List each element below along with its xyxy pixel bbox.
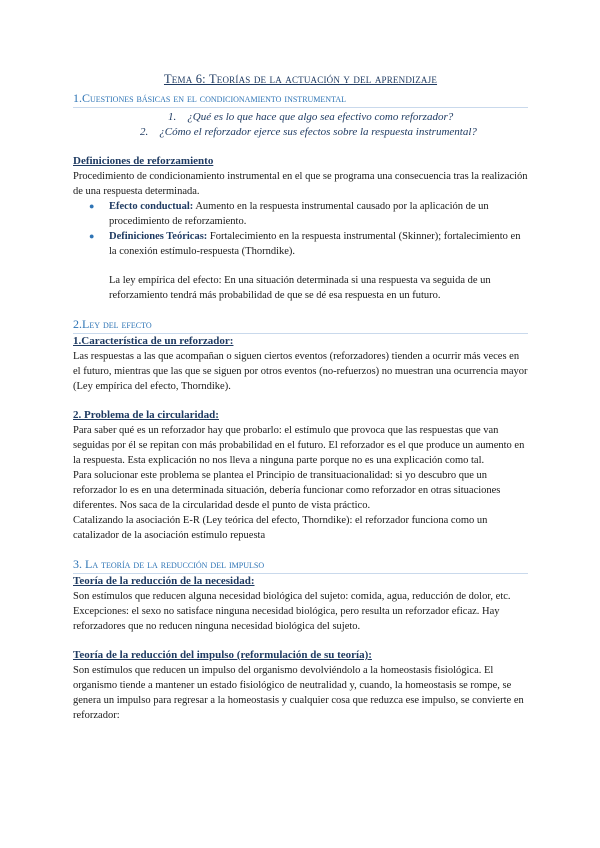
circularity-text-3: Catalizando la asociación E-R (Ley teórica del efecto, Thorndike): el reforzador funciona como un catalizador de la asociación estímulo repuesta [73, 515, 488, 541]
subheading-need-reduction: Teoría de la reducción de la necesidad: [73, 575, 255, 587]
question-1-text: ¿Qué es lo que hace que algo sea efectivo como reforzador? [187, 111, 454, 123]
question-1 [73, 110, 528, 125]
definitions-list [73, 199, 528, 259]
page-title: Tema 6: Teorías de la actuación y del aprendizaje [163, 72, 438, 86]
section-heading-1: 1.Cuestiones básicas en el condicionamiento instrumental [73, 91, 528, 108]
question-2-number: 2. [140, 126, 149, 138]
question-2 [73, 125, 528, 140]
list-item [73, 229, 528, 259]
drive-reduction-text: Son estímulos que reducen un impulso del organismo devolviéndolo a la homeostasis fisiológica. El organismo tiende a mantener un estado fisiológico de neutralidad y, cuando, la homeostasis se rompe, se genera un impulso para regresar a la homeostasis y cualquier cosa que reduzca ese impulso, se convierte en reforzador: [73, 665, 524, 721]
subheading-drive-reduction: Teoría de la reducción del impulso (reformulación de su teoría): [73, 649, 372, 661]
document-page [73, 72, 528, 723]
need-reduction-text-1: Son estímulos que reducen alguna necesidad biológica del sujeto: comida, agua, reducción de dolor, etc. [73, 591, 511, 602]
bullet-icon: ● [89, 231, 95, 241]
subheading-circularity: 2. Problema de la circularidad: [73, 409, 219, 421]
question-2-text: ¿Cómo el reforzador ejerce sus efectos sobre la respuesta instrumental? [159, 126, 477, 138]
empirical-law-text: La ley empírica del efecto: En una situación determinada si una respuesta va seguida de un reforzamiento tendrá más probabilidad de que se dé esa respuesta en un futuro. [109, 275, 491, 301]
definitions-heading: Definiciones de reforzamiento [73, 155, 214, 167]
section-heading-3: 3. La teoría de la reducción del impulso [73, 557, 528, 574]
question-1-number: 1. [168, 111, 177, 123]
bullet-label: Efecto conductual: [109, 201, 194, 212]
bullet-text: Aumento en la respuesta instrumental causado por la aplicación de un procedimiento de reforzamiento. [109, 201, 489, 227]
section-heading-2: 2.Ley del efecto [73, 317, 528, 334]
definitions-text: Procedimiento de condicionamiento instrumental en el que se programa una consecuencia tras la realización de una respuesta determinada. [73, 171, 528, 197]
circularity-text-1: Para saber qué es un reforzador hay que probarlo: el estímulo que provoca que las respuestas que van seguidas por él se repitan con más probabilidad en el futuro. El reforzador es el que produce un aumento en la respuesta. Esta explicación no nos lleva a ninguna parte porque no es una explicación como tal. [73, 425, 525, 466]
bullet-text: Fortalecimiento en la respuesta instrumental (Skinner); fortalecimiento en la conexión estímulo-respuesta (Thorndike). [109, 231, 521, 257]
bullet-icon: ● [89, 201, 95, 211]
bullet-label: Definiciones Teóricas: [109, 231, 208, 242]
question-list [73, 110, 528, 140]
reinforcer-text: Las respuestas a las que acompañan o siguen ciertos eventos (reforzadores) tienden a ocurrir más veces en el futuro, mientras que las que se siguen por otros eventos (no-refuerzos) no muestran una ocurrencia mayor (Ley empírica del efecto, Thorndike). [73, 351, 528, 392]
list-item [73, 199, 528, 229]
circularity-text-2: Para solucionar este problema se plantea el Principio de transituacionalidad: si yo descubro que un reforzador lo es en una determinada situación, debería funcionar como reforzador en otras situaciones diferentes. Nos saca de la circularidad desde el punto de vista práctico. [73, 470, 501, 511]
need-reduction-text-2: Excepciones: el sexo no satisface ninguna necesidad biológica, pero resulta un reforzador eficaz. Hay reforzadores que no reducen ninguna necesidad biológica del sujeto. [73, 606, 500, 632]
subheading-reinforcer: 1.Característica de un reforzador: [73, 335, 234, 347]
